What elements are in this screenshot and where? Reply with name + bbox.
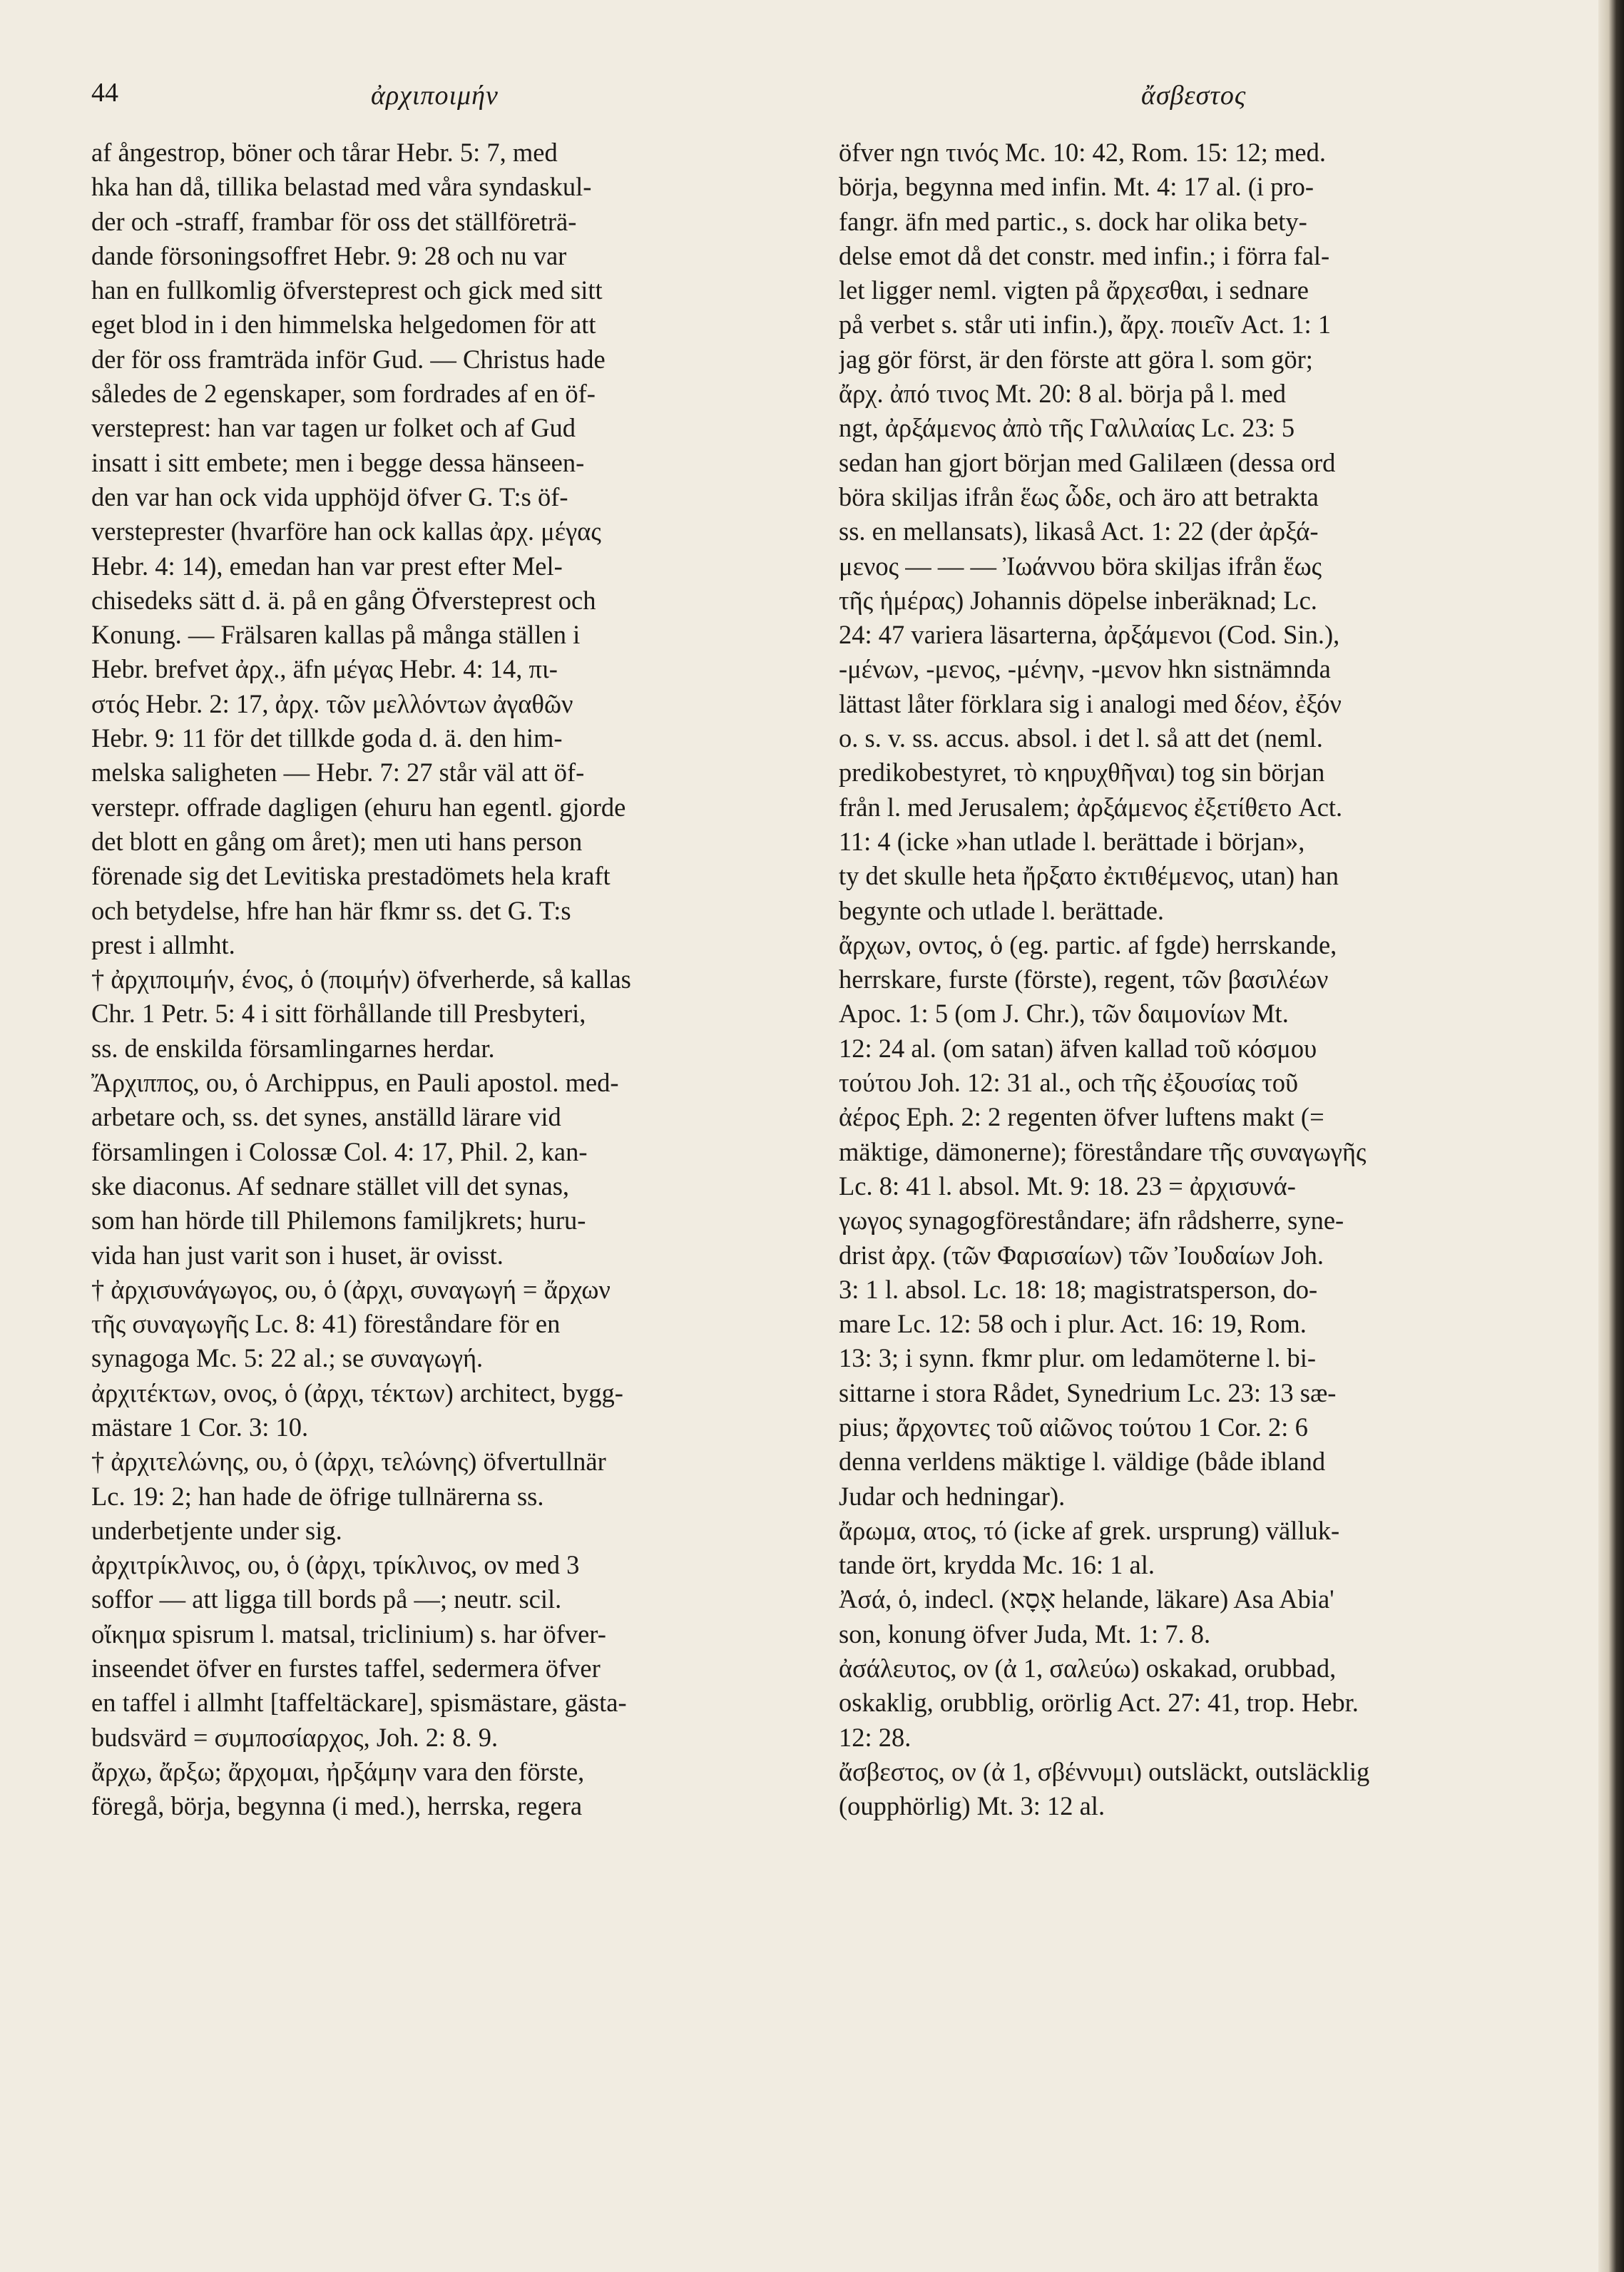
text-line: förenade sig det Levitiska prestadömets hela kraft xyxy=(91,861,611,891)
text-line: insatt i sitt embete; men i begge dessa hänseen- xyxy=(91,447,585,477)
text-line: prest i allmht. xyxy=(91,929,235,959)
text-line: predikobestyret, τὸ κηρυχθῆναι) tog sin början xyxy=(839,758,1325,788)
text-line: böra skiljas ifrån ἕως ὧδε, och äro att betrakta xyxy=(839,482,1319,511)
text-line: öfver ngn τινός Mc. 10: 42, Rom. 15: 12; med. xyxy=(839,138,1326,167)
text-line: ty det skulle heta ἤρξατο ἐκτιθέμενος, utan) han xyxy=(839,861,1339,891)
text-line: en taffel i allmht [taffeltäckare], spismästare, gästa- xyxy=(91,1688,627,1718)
text-line: ἀσάλευτος, ον (ἀ 1, σαλεύω) oskakad, orubbad, xyxy=(839,1654,1337,1683)
text-line: son, konung öfver Juda, Mt. 1: 7. 8. xyxy=(839,1619,1211,1649)
text-line: 13: 3; i synn. fkmr plur. om ledamöterne l. bi- xyxy=(839,1343,1317,1373)
text-line: det blott en gång om året); men uti hans person xyxy=(91,826,583,856)
text-line: ἀέρος Eph. 2: 2 regenten öfver luftens makt (= xyxy=(839,1102,1324,1132)
text-line: mare Lc. 12: 58 och i plur. Act. 16: 19, Rom. xyxy=(839,1309,1307,1339)
text-line: jag gör först, är den förste att göra l. som gör; xyxy=(839,344,1313,374)
text-line: -μένων, -μενος, -μένην, -μενον hkn sistnämnda xyxy=(839,654,1331,684)
text-line: pius; ἄρχοντες τοῦ αἰῶνος τούτου 1 Cor. 2: 6 xyxy=(839,1412,1308,1442)
text-line: τῆς ἡμέρας) Johannis döpelse inberäknad; Lc. xyxy=(839,585,1317,615)
text-line: inseendet öfver en furstes taffel, sedermera öfver xyxy=(91,1654,601,1683)
text-line: γωγος synagogföreståndare; äfn rådsherre, syne- xyxy=(839,1206,1344,1236)
text-line: han en fullkomlig öfversteprest och gick med sitt xyxy=(91,275,603,305)
text-line: eget blod in i den himmelska helgedomen för att xyxy=(91,310,596,340)
text-line: mästare 1 Cor. 3: 10. xyxy=(91,1412,309,1442)
text-line: † ἀρχιτελώνης, ου, ὁ (ἀρχι, τελώνης) öfvertullnär xyxy=(91,1447,606,1477)
text-line: mäktige, dämonerne); föreståndare τῆς συναγωγῆς xyxy=(839,1136,1367,1166)
text-line: således de 2 egenskaper, som fordrades af en öf- xyxy=(91,379,596,409)
text-line: af ångestrop, böner och tårar Hebr. 5: 7, med xyxy=(91,138,558,167)
text-line: 24: 47 variera läsarterna, ἀρξάμενοι (Cod. Sin.), xyxy=(839,620,1340,650)
text-line: 12: 28. xyxy=(839,1722,911,1752)
text-line: ske diaconus. Af sednare stället vill det synas, xyxy=(91,1171,570,1201)
text-line: ss. en mellansats), likaså Act. 1: 22 (der ἀρξά- xyxy=(839,516,1319,546)
text-line: lättast låter förklara sig i analogi med δέον, ἐξόν xyxy=(839,688,1342,718)
text-line: o. s. v. ss. accus. absol. i det l. så att det (neml. xyxy=(839,723,1323,753)
right-column xyxy=(839,136,1559,1824)
text-line: ἄρχ. ἀπό τινος Mt. 20: 8 al. börja på l. med xyxy=(839,379,1287,409)
text-line: drist ἀρχ. (τῶν Φαρισαίων) τῶν Ἰουδαίων Joh. xyxy=(839,1240,1324,1270)
text-line: arbetare och, ss. det synes, anställd lärare vid xyxy=(91,1102,561,1132)
text-line: Lc. 19: 2; han hade de öfrige tullnärerna ss. xyxy=(91,1481,544,1511)
text-line: ἄρχω, ἄρξω; ἄρχομαι, ἠρξάμην vara den förste, xyxy=(91,1756,585,1786)
text-line: från l. med Jerusalem; ἀρξάμενος ἐξετίθετο Act. xyxy=(839,792,1343,822)
text-line: sedan han gjort början med Galilæen (dessa ord xyxy=(839,447,1336,477)
text-line: ἀρχιτρίκλινος, ου, ὁ (ἀρχι, τρίκλινος, ον med 3 xyxy=(91,1550,580,1580)
left-column xyxy=(91,136,812,1824)
text-line: versteprester (hvarföre han ock kallas ἀρχ. μέγας xyxy=(91,516,601,546)
text-line: Hebr. 4: 14), emedan han var prest efter Mel- xyxy=(91,551,563,581)
text-line: ἄρχων, οντος, ὁ (eg. partic. af fgde) herrskande, xyxy=(839,929,1337,959)
text-line: synagoga Mc. 5: 22 al.; se συναγωγή. xyxy=(91,1343,484,1373)
text-line: † ἀρχιποιμήν, ένος, ὁ (ποιμήν) öfverherde, så kallas xyxy=(91,964,631,994)
text-line: tande ört, krydda Mc. 16: 1 al. xyxy=(839,1550,1155,1580)
text-line: τῆς συναγωγῆς Lc. 8: 41) föreståndare för en xyxy=(91,1309,561,1339)
text-line: Lc. 8: 41 l. absol. Mt. 9: 18. 23 = ἀρχισυνά- xyxy=(839,1171,1296,1201)
text-line: begynte och utlade l. berättade. xyxy=(839,895,1165,925)
text-line: let ligger neml. vigten på ἄρχεσθαι, i sednare xyxy=(839,275,1309,305)
text-line: ngt, ἀρξάμενος ἀπὸ τῆς Γαλιλαίας Lc. 23: 5 xyxy=(839,413,1295,443)
text-line: denna verldens mäktige l. väldige (både ibland xyxy=(839,1447,1326,1477)
text-line: versteprest: han var tagen ur folket och af Gud xyxy=(91,413,576,443)
text-line: 11: 4 (icke »han utlade l. berättade i början», xyxy=(839,826,1305,856)
text-line: Ἀσά, ὁ, indecl. (אָסָא helande, läkare) Asa Abia' xyxy=(839,1584,1334,1614)
text-line: οἴκημα spisrum l. matsal, triclinium) s. har öfver- xyxy=(91,1619,606,1649)
text-line: delse emot då det constr. med infin.; i förra fal- xyxy=(839,240,1330,270)
text-line: soffor — att ligga till bords på —; neutr. scil. xyxy=(91,1584,562,1614)
text-line: der för oss framträda inför Gud. — Christus hade xyxy=(91,344,606,374)
text-line: Judar och hedningar). xyxy=(839,1481,1066,1511)
text-line: sittarne i stora Rådet, Synedrium Lc. 23: 13 sæ- xyxy=(839,1377,1337,1407)
text-line: Konung. — Frälsaren kallas på många ställen i xyxy=(91,620,581,650)
book-binding-edge xyxy=(1598,0,1624,2272)
text-line: Hebr. brefvet ἀρχ., äfn μέγας Hebr. 4: 14, πι- xyxy=(91,654,558,684)
text-line: Chr. 1 Petr. 5: 4 i sitt förhållande till Presbyteri, xyxy=(91,999,586,1029)
text-line: verstepr. offrade dagligen (ehuru han egentl. gjorde xyxy=(91,792,626,822)
text-line: ἄρωμα, ατος, τό (icke af grek. ursprung) välluk- xyxy=(839,1515,1340,1545)
text-line: chisedeks sätt d. ä. på en gång Öfversteprest och xyxy=(91,585,596,615)
page-header xyxy=(0,77,1624,120)
text-line: Ἄρχιππος, ου, ὁ Archippus, en Pauli apostol. med- xyxy=(91,1068,619,1098)
text-line: melska saligheten — Hebr. 7: 27 står väl att öf- xyxy=(91,758,585,788)
text-line: ss. de enskilda församlingarnes herdar. xyxy=(91,1033,495,1063)
text-line: Hebr. 9: 11 för det tillkde goda d. ä. den him- xyxy=(91,723,563,753)
text-line: föregå, börja, begynna (i med.), herrska, regera xyxy=(91,1791,583,1821)
text-line: den var han ock vida upphöjd öfver G. T:s öf- xyxy=(91,482,568,511)
text-line: församlingen i Colossæ Col. 4: 17, Phil. 2, kan- xyxy=(91,1136,588,1166)
text-line: τούτου Joh. 12: 31 al., och τῆς ἐξουσίας τοῦ xyxy=(839,1068,1299,1098)
text-line: underbetjente under sig. xyxy=(91,1515,342,1545)
text-line: der och -straff, frambar för oss det ställföreträ- xyxy=(91,206,577,236)
text-line: fangr. äfn med partic., s. dock har olika bety- xyxy=(839,206,1307,236)
page-number: 44 xyxy=(91,78,118,108)
text-line: Apoc. 1: 5 (om J. Chr.), τῶν δαιμονίων Mt. xyxy=(839,999,1289,1029)
text-line: dande försoningsoffret Hebr. 9: 28 och nu var xyxy=(91,240,567,270)
text-line: budsvärd = συμποσίαρχος, Joh. 2: 8. 9. xyxy=(91,1722,499,1752)
text-line: μενος — — — Ἰωάννου böra skiljas ifrån ἕως xyxy=(839,551,1322,581)
text-line: ἄσβεστος, ον (ἀ 1, σβέννυμι) outsläckt, outsläcklig xyxy=(839,1756,1370,1786)
text-line: börja, begynna med infin. Mt. 4: 17 al. (i pro- xyxy=(839,172,1314,202)
text-line: oskaklig, orubblig, orörlig Act. 27: 41, trop. Hebr. xyxy=(839,1688,1359,1718)
text-line: som han hörde till Philemons familjkrets; huru- xyxy=(91,1206,586,1236)
right-running-head: ἄσβεστος xyxy=(1141,81,1247,111)
text-line: herrskare, furste (förste), regent, τῶν βασιλέων xyxy=(839,964,1329,994)
text-line: hka han då, tillika belastad med våra syndaskul- xyxy=(91,172,592,202)
text-line: på verbet s. står uti infin.), ἄρχ. ποιεῖν Act. 1: 1 xyxy=(839,310,1332,340)
left-running-head: ἀρχιποιμήν xyxy=(371,81,499,111)
text-line: (oupphörlig) Mt. 3: 12 al. xyxy=(839,1791,1105,1821)
text-line: och betydelse, hfre han här fkmr ss. det G. T:s xyxy=(91,895,571,925)
text-line: 3: 1 l. absol. Lc. 18: 18; magistratsperson, do- xyxy=(839,1274,1318,1304)
text-line: στός Hebr. 2: 17, ἀρχ. τῶν μελλόντων ἀγαθῶν xyxy=(91,688,573,718)
text-line: vida han just varit son i huset, är ovisst. xyxy=(91,1240,504,1270)
text-line: 12: 24 al. (om satan) äfven kallad τοῦ κόσμου xyxy=(839,1033,1317,1063)
text-line: † ἀρχισυνάγωγος, ου, ὁ (ἀρχι, συναγωγή = ἄρχων xyxy=(91,1274,611,1304)
text-line: ἀρχιτέκτων, ονος, ὁ (ἀρχι, τέκτων) architect, bygg- xyxy=(91,1377,623,1407)
